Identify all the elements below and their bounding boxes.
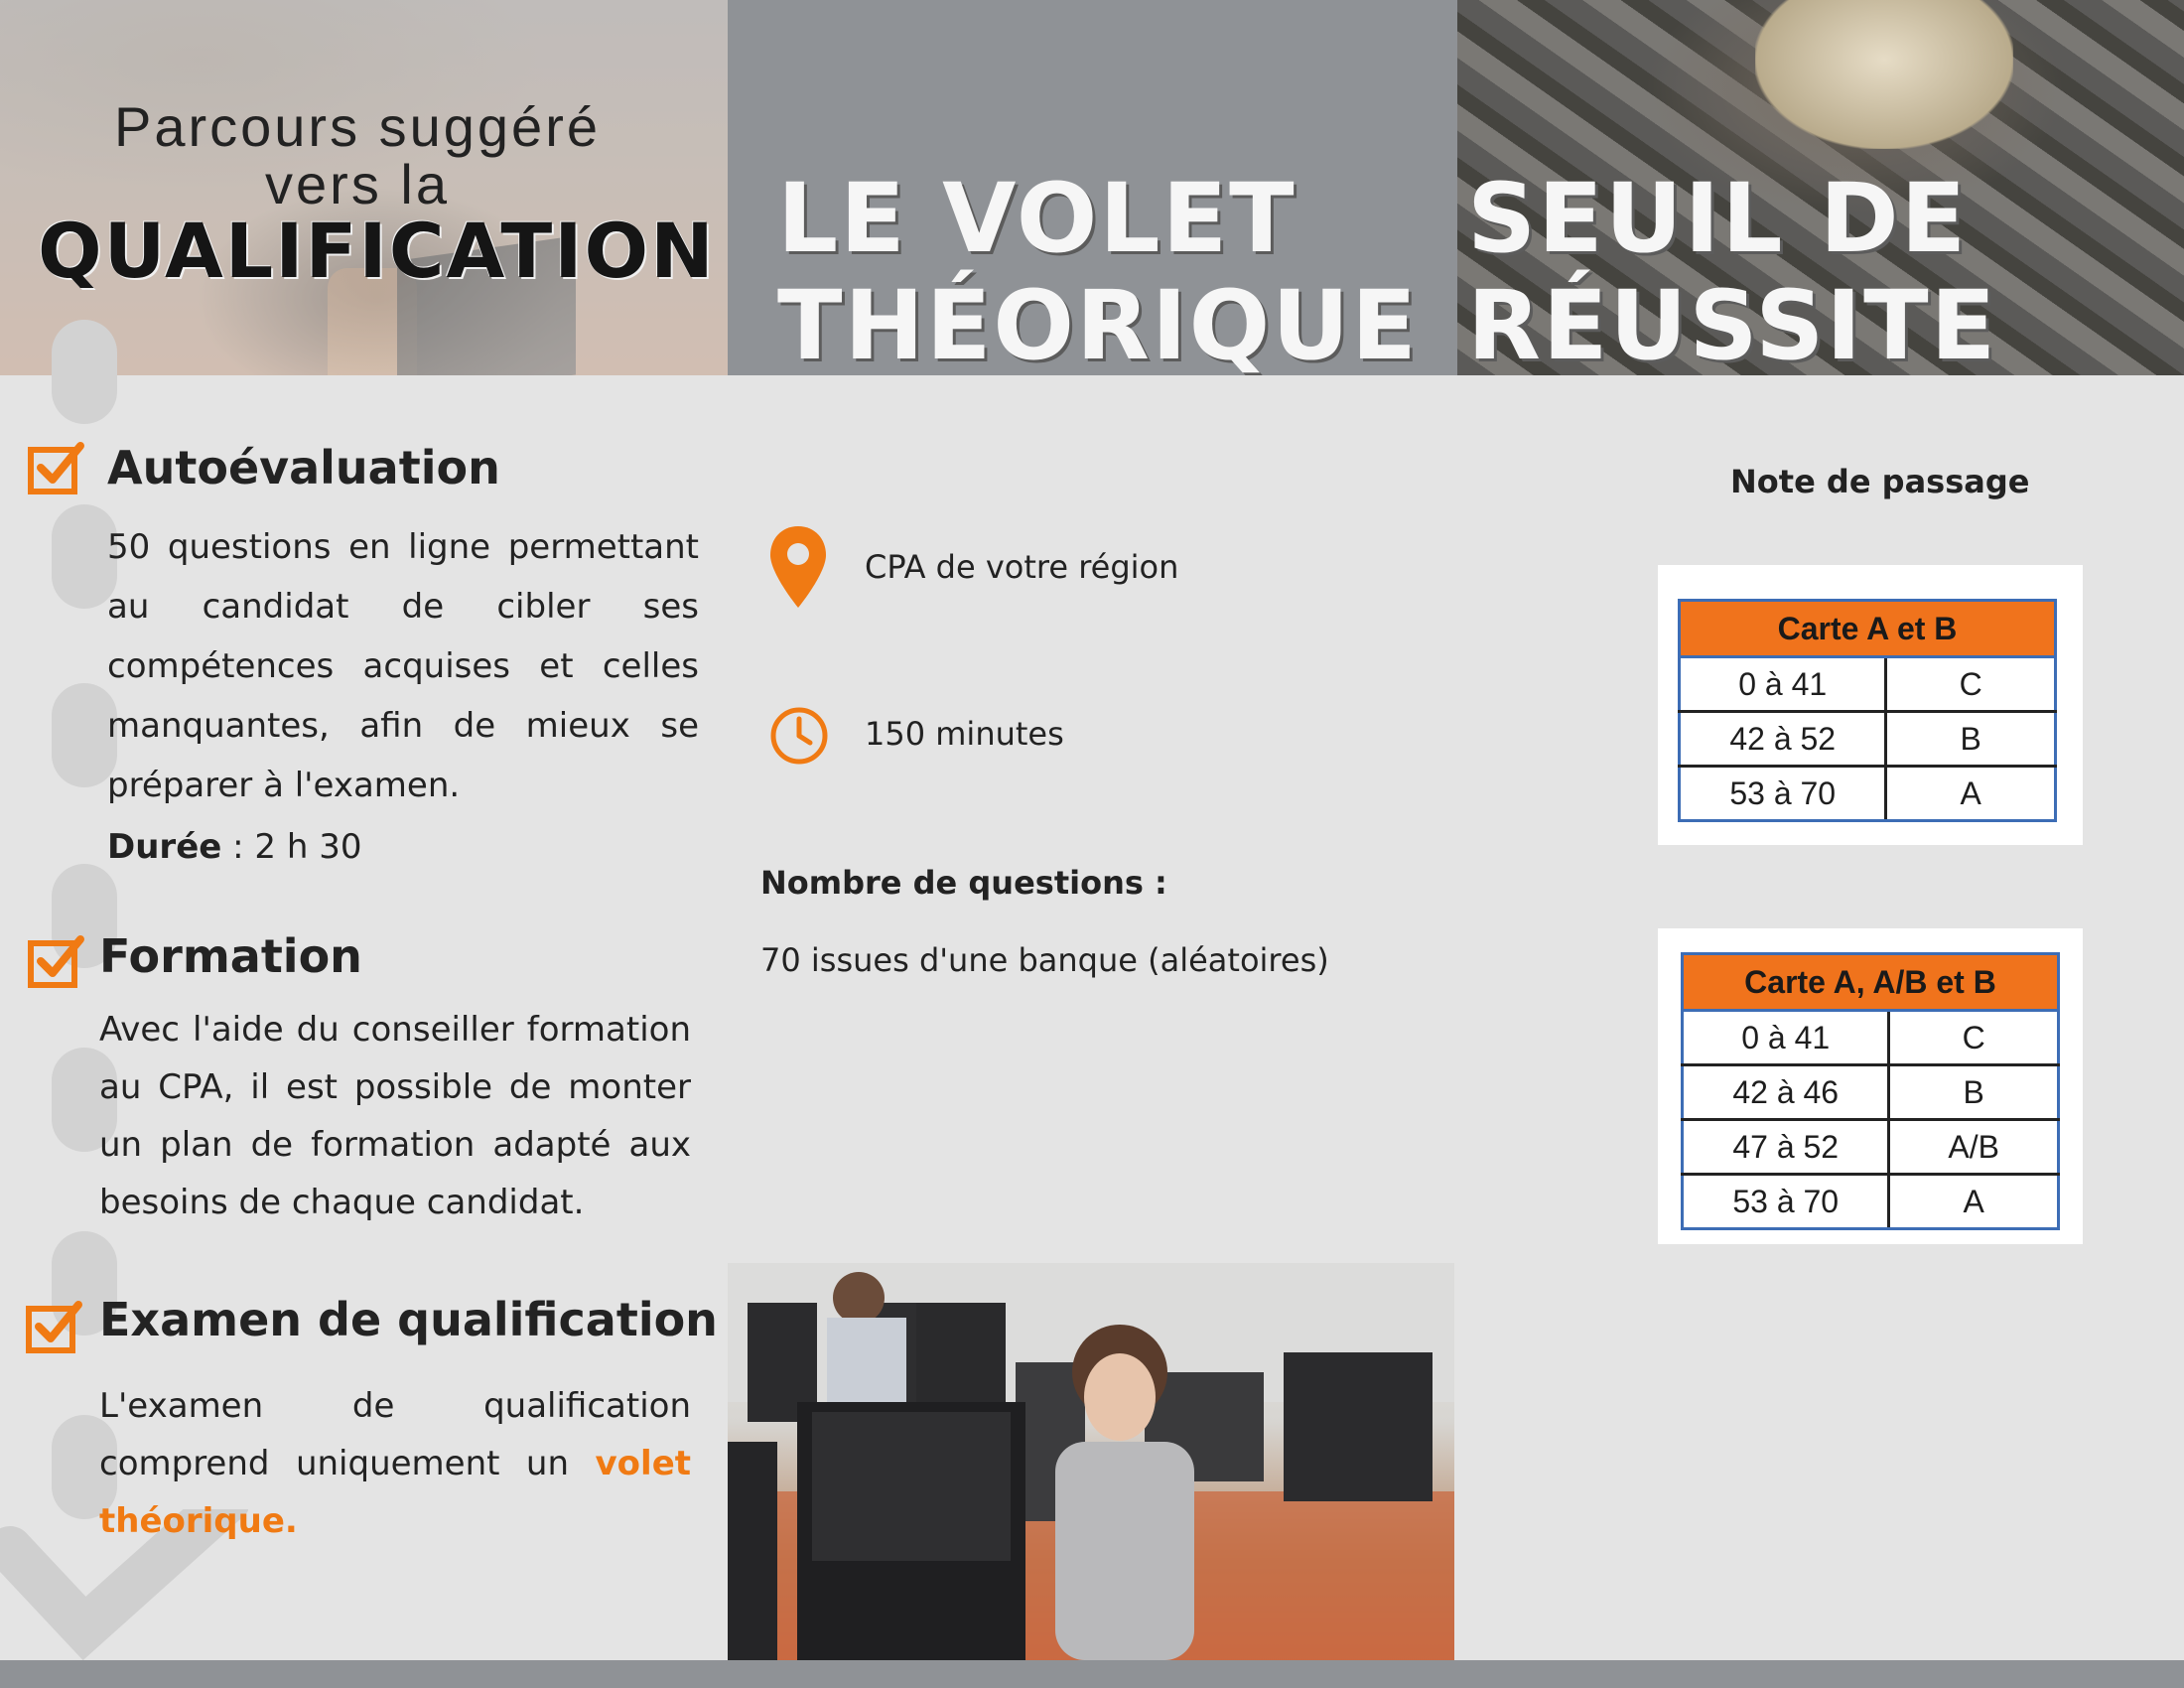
header-volet-line2: THÉORIQUE (777, 270, 1419, 375)
checkbox-checked-icon (25, 1299, 84, 1354)
header-panel-seuil-reussite (1457, 0, 2184, 375)
table-cell-range: 47 à 52 (1683, 1120, 1889, 1175)
questions-value: 70 issues d'une banque (aléatoires) (760, 941, 1329, 979)
header-subtitle-line2: vers la (265, 153, 450, 215)
examen-highlight: volet théorique. (99, 1444, 692, 1541)
section-text-formation: Avec l'aide du conseiller formation au CPA, il est possible de monter un plan de formation adapté aux besoins de chaque candidat. (99, 1010, 691, 1222)
duration-label: Durée (107, 827, 222, 867)
header-panel-qualification (0, 0, 728, 375)
grade-table-carte-a-et-b (1678, 599, 2057, 822)
grade-table-carte-a-ab-b (1681, 952, 2060, 1230)
table-cell-range: 42 à 46 (1683, 1065, 1889, 1120)
passing-grade-title: Note de passage (1730, 463, 2030, 500)
table-cell-range: 53 à 70 (1683, 1175, 1889, 1229)
header-seuil-line1: SEUIL DE (1467, 163, 1969, 274)
classroom-exam-photo (728, 1263, 1454, 1660)
checkbox-checked-icon (27, 440, 86, 495)
table-cell-grade: A (1889, 1175, 2059, 1229)
table-cell-range: 42 à 52 (1680, 712, 1886, 767)
table-cell-grade: C (1889, 1011, 2059, 1065)
checkbox-checked-icon (27, 933, 86, 989)
section-title-autoevaluation: Autoévaluation (107, 441, 500, 494)
table-cell-grade: B (1889, 1065, 2059, 1120)
table-row (1680, 767, 2056, 821)
table-row (1680, 657, 2056, 712)
table-cell-grade: C (1886, 657, 2056, 712)
section-text-autoevaluation (107, 517, 699, 815)
table-cell-range: 0 à 41 (1680, 657, 1886, 712)
header-seuil-line2: RÉUSSITE (1467, 270, 1998, 375)
table-cell-grade: B (1886, 712, 2056, 767)
footer-bar (0, 1660, 2184, 1688)
table1-header: Carte A et B (1680, 601, 2056, 657)
table-row (1683, 1065, 2059, 1120)
table-row (1680, 712, 2056, 767)
duration-value: : 2 h 30 (221, 827, 362, 867)
clock-icon (768, 705, 830, 767)
table-row (1683, 1120, 2059, 1175)
section-title-examen: Examen de qualification (99, 1293, 718, 1346)
duration-text: 150 minutes (865, 715, 1064, 753)
table-cell-grade: A (1886, 767, 2056, 821)
table-cell-range: 0 à 41 (1683, 1011, 1889, 1065)
table-row (1683, 1175, 2059, 1229)
header-qualification-title: QUALIFICATION (38, 207, 716, 295)
examen-description: L'examen de qualification comprend uniquement un (99, 1386, 691, 1483)
table-cell-grade: A/B (1889, 1120, 2059, 1175)
work-glove-image (1755, 0, 2013, 149)
autoevaluation-duration (107, 817, 361, 877)
table-cell-range: 53 à 70 (1680, 767, 1886, 821)
table2-header: Carte A, A/B et B (1683, 954, 2059, 1011)
autoevaluation-description: 50 questions en ligne permettant au candidat de cibler ses compétences acquises et celles manquantes, afin de mieux se préparer à l'examen. (107, 527, 699, 805)
header-volet-line1: LE VOLET (777, 163, 1297, 274)
header-panel-volet-theorique (728, 0, 1457, 375)
section-text-examen (99, 1377, 691, 1550)
table-row (1683, 1011, 2059, 1065)
map-pin-icon (767, 524, 829, 610)
location-text: CPA de votre région (865, 548, 1179, 586)
section-title-formation: Formation (99, 929, 362, 983)
questions-label: Nombre de questions : (760, 864, 1167, 902)
header-subtitle-line1: Parcours suggéré (113, 95, 601, 158)
